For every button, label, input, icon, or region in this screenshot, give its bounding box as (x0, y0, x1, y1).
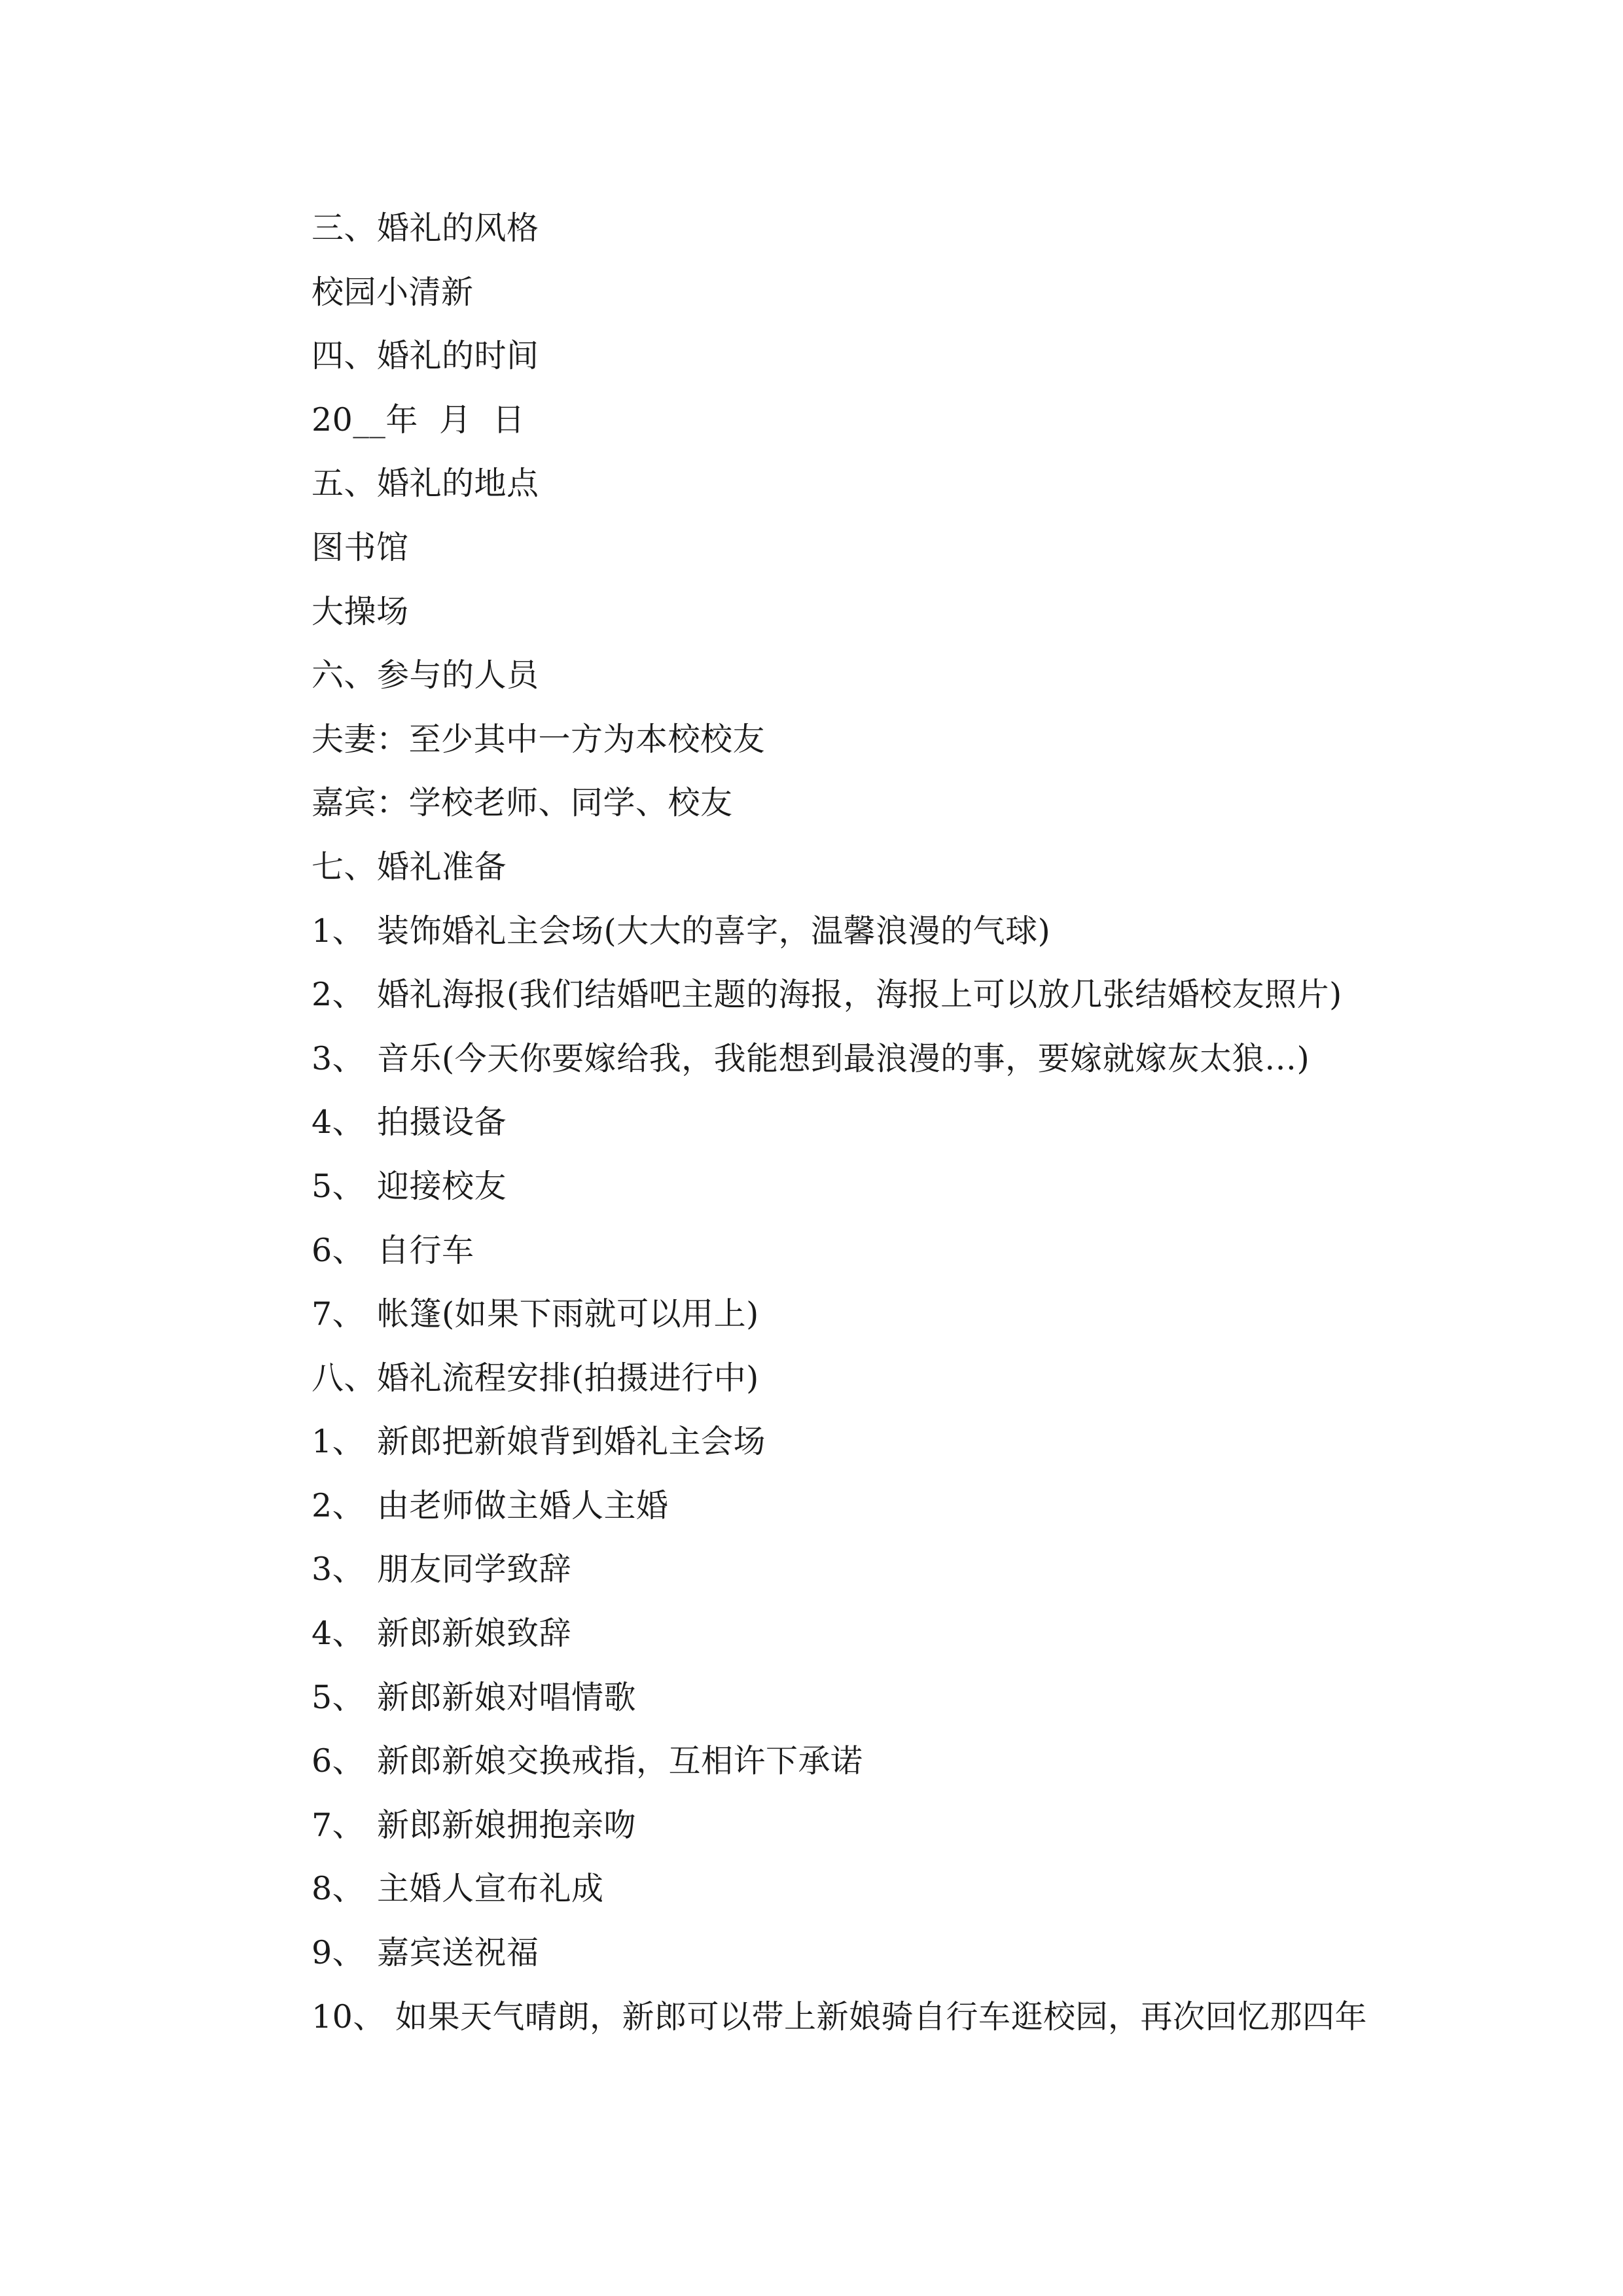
time-value: 20__年 月 日 (312, 401, 526, 439)
preparation-item: 6、 自行车 (312, 1231, 474, 1269)
preparation-item: 3、 音乐(今天你要嫁给我，我能想到最浪漫的事，要嫁就嫁灰太狼…) (312, 1039, 1310, 1077)
participants-couple: 夫妻：至少其中一方为本校校友 (312, 720, 766, 758)
location-item: 大操场 (312, 592, 409, 630)
procedure-item: 7、 新郎新娘拥抱亲吻 (312, 1806, 637, 1844)
location-item: 图书馆 (312, 528, 409, 566)
preparation-item: 5、 迎接校友 (312, 1167, 507, 1205)
section-heading-preparation: 七、婚礼准备 (312, 848, 507, 886)
document-body (312, 205, 1555, 2057)
procedure-item: 3、 朋友同学致辞 (312, 1551, 572, 1588)
participants-guests: 嘉宾：学校老师、同学、校友 (312, 784, 733, 822)
section-heading-location: 五、婚礼的地点 (312, 465, 539, 503)
section-heading-participants: 六、参与的人员 (312, 656, 539, 694)
section-heading-time: 四、婚礼的时间 (312, 337, 539, 375)
preparation-item: 7、 帐篷(如果下雨就可以用上) (312, 1295, 759, 1333)
style-value: 校园小清新 (312, 273, 474, 311)
preparation-item: 1、 装饰婚礼主会场(大大的喜字，温馨浪漫的气球) (312, 912, 1051, 950)
procedure-item: 4、 新郎新娘致辞 (312, 1615, 572, 1653)
procedure-item: 9、 嘉宾送祝福 (312, 1934, 539, 1972)
procedure-item: 1、 新郎把新娘背到婚礼主会场 (312, 1423, 766, 1461)
procedure-item: 8、 主婚人宣布礼成 (312, 1870, 604, 1908)
preparation-item: 4、 拍摄设备 (312, 1103, 507, 1141)
section-heading-procedure: 八、婚礼流程安排(拍摄进行中) (312, 1359, 759, 1397)
procedure-item: 6、 新郎新娘交换戒指，互相许下承诺 (312, 1742, 863, 1780)
preparation-item: 2、 婚礼海报(我们结婚吧主题的海报，海报上可以放几张结婚校友照片) (312, 976, 1342, 1014)
procedure-item: 2、 由老师做主婚人主婚 (312, 1486, 669, 1524)
procedure-item: 5、 新郎新娘对唱情歌 (312, 1678, 637, 1716)
section-heading-style: 三、婚礼的风格 (312, 209, 539, 247)
procedure-item: 10、 如果天气晴朗，新郎可以带上新娘骑自行车逛校园，再次回忆那四年 (312, 1998, 1368, 2036)
